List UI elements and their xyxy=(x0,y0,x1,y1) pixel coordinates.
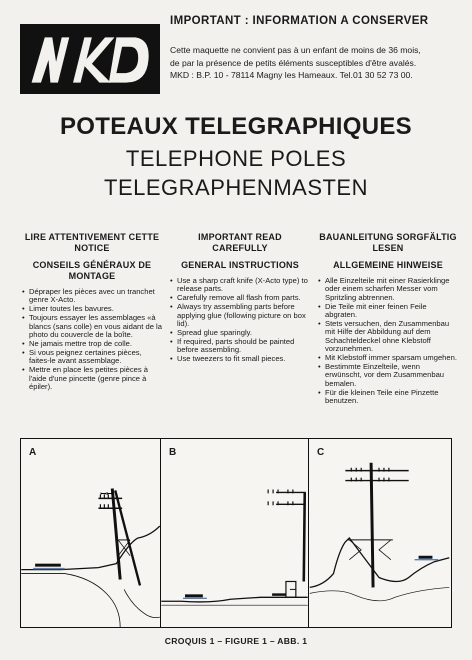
instruction-list xyxy=(22,288,162,391)
figure-panel-a xyxy=(21,439,161,627)
column-heading: BAUANLEITUNG SORGFÄLTIG LESEN xyxy=(319,232,457,253)
instruction-item: • Limer toutes les bavures. xyxy=(22,305,162,313)
instruction-item: • Si vous peignez certaines pièces, faites-le avant assemblage. xyxy=(22,349,162,366)
instruction-item: • Stets versuchen, den Zusammenbau mit Hilfe der Abbildung auf dem Schachteldeckel ohne Klebstoff vorzunehmen. xyxy=(318,320,458,354)
instructions-english xyxy=(170,232,310,364)
instruction-item: • Mettre en place les petites pièces à l'aide d'une pincette (genre pince à épiler). xyxy=(22,366,162,391)
important-title: IMPORTANT : INFORMATION A CONSERVER xyxy=(170,15,429,27)
mkd-logo xyxy=(20,24,160,94)
important-notice xyxy=(170,44,460,82)
instruction-item: • Mit Klebstoff immer sparsam umgehen. xyxy=(318,354,458,362)
instruction-item: • Alle Einzelteile mit einer Rasierklinge oder einem scharfen Messer vom Spritzling abtrennen. xyxy=(318,277,458,302)
instruction-item: • Use a sharp craft knife (X-Acto type) to release parts. xyxy=(170,277,310,294)
pole-with-strut-drawing xyxy=(21,439,160,627)
figure-panel-c xyxy=(309,439,450,627)
pole-between-banks-drawing xyxy=(309,439,450,627)
notice-line: Cette maquette ne convient pas à un enfant de moins de 36 mois, xyxy=(170,45,421,55)
title-english: TELEPHONE POLES xyxy=(125,146,347,171)
instruction-item: • If required, parts should be painted before assembling. xyxy=(170,338,310,355)
instruction-item: • Spread glue sparingly. xyxy=(170,329,310,337)
svg-text:ꟷꟷ: ꟷꟷ xyxy=(100,489,114,499)
instruction-item: • Ne jamais mettre trop de colle. xyxy=(22,340,162,348)
instruction-item: • Dépraper les pièces avec un tranchet genre X-Acto. xyxy=(22,288,162,305)
column-subheading: ALLGEMEINE HINWEISE xyxy=(333,260,443,270)
instructions-french xyxy=(22,232,162,392)
instruction-item: • Carefully remove all flash from parts. xyxy=(170,294,310,302)
instruction-item: • Use tweezers to fit small pieces. xyxy=(170,355,310,363)
instruction-list xyxy=(318,277,458,406)
mkd-logo-mark xyxy=(22,26,158,92)
panel-label: C xyxy=(317,447,325,458)
notice-line: MKD : B.P. 10 - 78114 Magny les Hameaux. Tel.01 30 52 73 00. xyxy=(170,70,413,81)
column-heading: IMPORTANT READ CAREFULLY xyxy=(198,232,282,253)
instruction-item: • Always try assembling parts before applying glue (following picture on box lid). xyxy=(170,303,310,328)
instruction-item: • Für die kleinen Teile eine Pinzette benutzen. xyxy=(318,389,458,406)
column-subheading: GENERAL INSTRUCTIONS xyxy=(181,260,299,270)
panel-label: A xyxy=(29,447,37,458)
notice-line: de par la présence de petits éléments susceptibles d'être avalés. xyxy=(170,57,417,68)
assembly-figure xyxy=(20,438,452,628)
title-french: POTEAUX TELEGRAPHIQUES xyxy=(60,113,412,140)
column-subheading: CONSEILS GÉNÉRAUX DE MONTAGE xyxy=(32,260,152,281)
instructions-german xyxy=(318,232,458,406)
instruction-item: • Bestimmte Einzelteile, wenn erwünscht, vor dem Zusammenbau bemalen. xyxy=(318,363,458,388)
instruction-list xyxy=(170,277,310,364)
instruction-item: • Die Teile mit einer feinen Feile abgraten. xyxy=(318,303,458,320)
figure-caption: CROQUIS 1 – FIGURE 1 – ABB. 1 xyxy=(164,636,308,646)
column-heading: LIRE ATTENTIVEMENT CETTE NOTICE xyxy=(24,232,160,253)
title-german: TELEGRAPHENMASTEN xyxy=(104,175,368,200)
pole-on-base-drawing xyxy=(161,439,308,627)
panel-label: B xyxy=(169,447,177,458)
figure-panel-b xyxy=(161,439,309,627)
instruction-item: • Toujours essayer les assemblages «à blancs (sans colle) en vous aidant de la photo du couvercle de la boîte. xyxy=(22,314,162,339)
